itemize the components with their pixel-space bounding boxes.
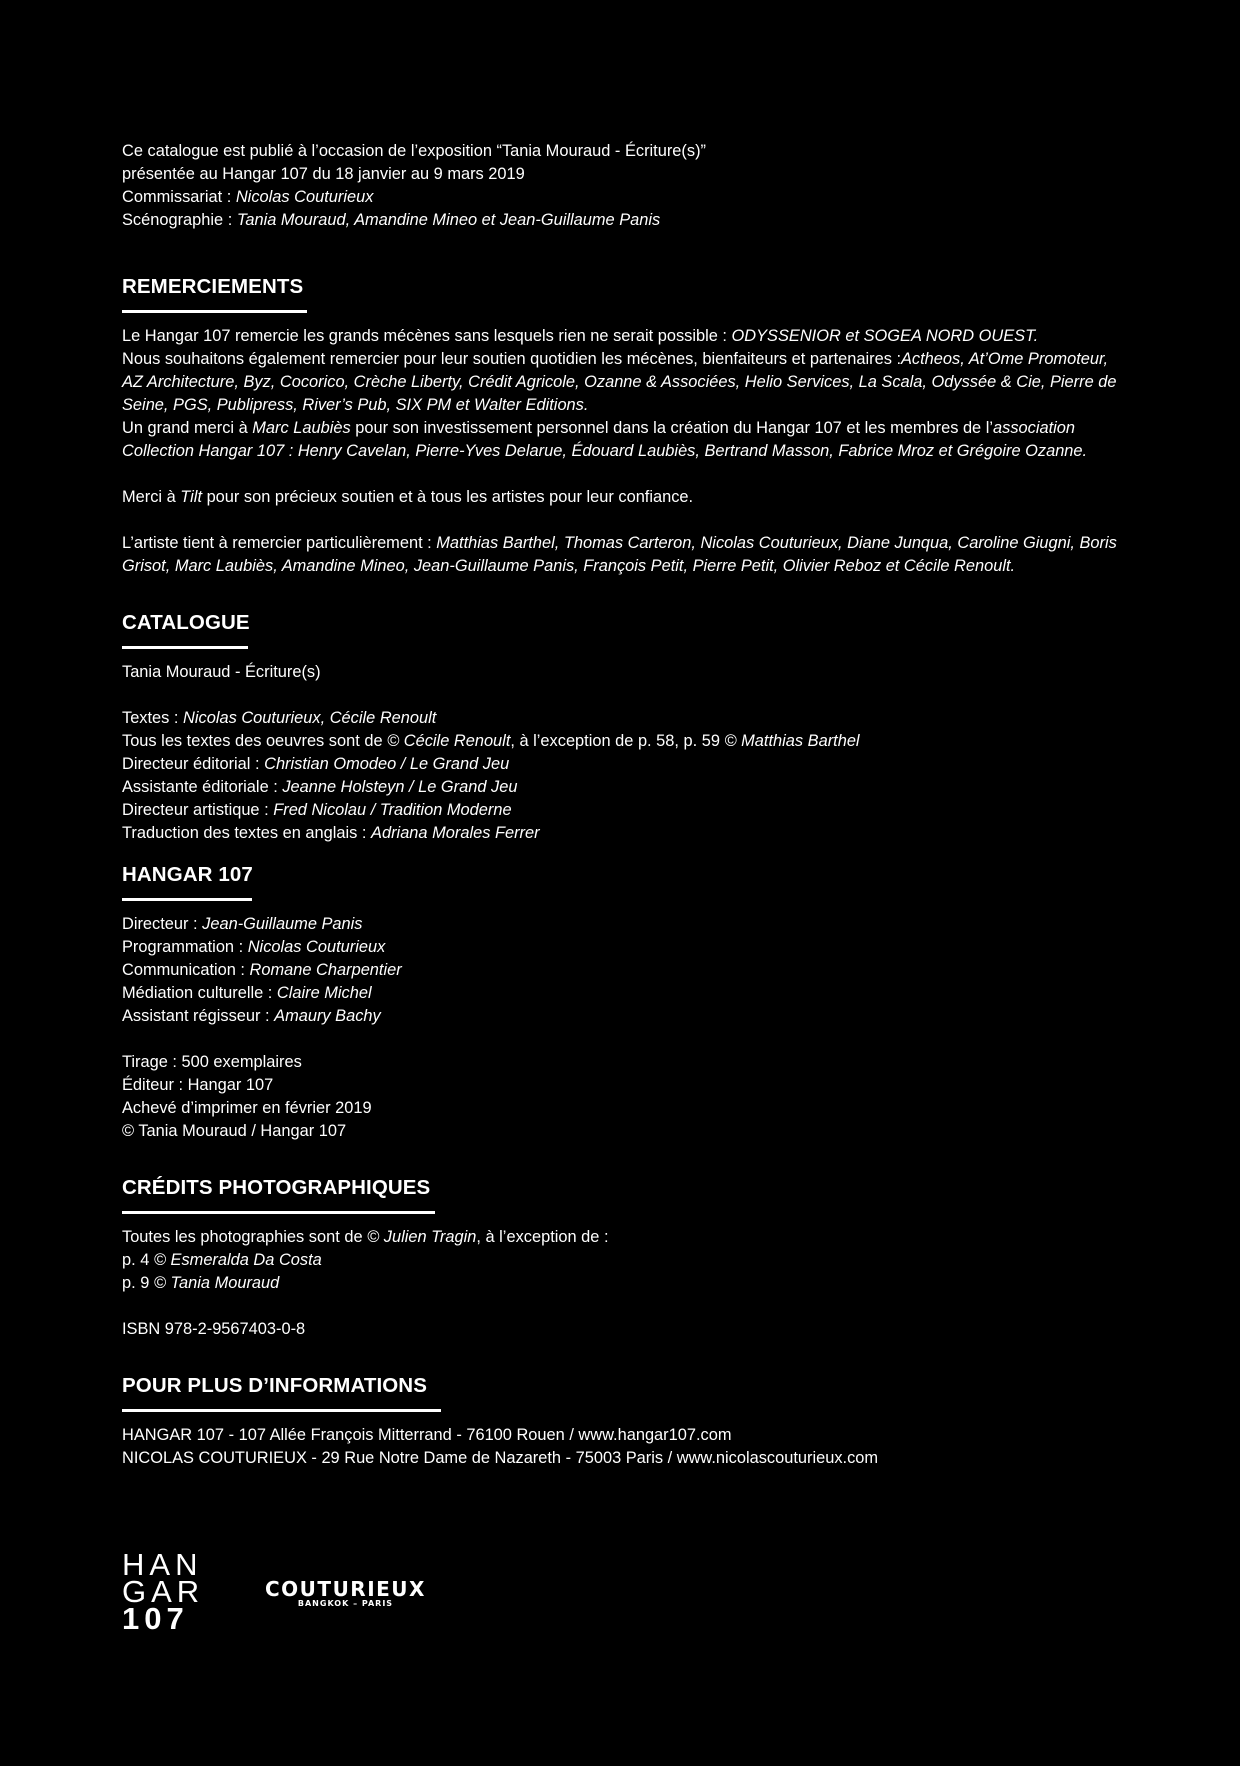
catalogue-texts-names: Nicolas Couturieux, Cécile Renoult (183, 709, 437, 727)
credits-p9-credit: © Tania Mouraud (153, 1274, 280, 1292)
thanks-artist-text: L’artiste tient à remercier particulièrement : (122, 534, 437, 552)
thanks-association: association Collection Hangar 107 : Henry Cavelan, Pierre-Yves Delarue, Édouard Laubiès, Bertrand Masson, Fabrice Mroz et Grégoire Ozanne. (122, 419, 1088, 460)
art-director-name: Fred Nicolau / Tradition Moderne (273, 801, 512, 819)
catalogue-title: CATALOGUE (122, 611, 250, 634)
thanks-founder-name: Marc Laubiès (252, 419, 351, 437)
print-run: Tirage : 500 exemplaires (122, 1053, 302, 1071)
thanks-patrons-text: Le Hangar 107 remercie les grands mécènes sans lesquels rien ne serait possible : (122, 327, 732, 345)
hangar-logo-row-1: HAN (122, 1547, 203, 1582)
info-hangar-address: HANGAR 107 - 107 Allée François Mitterrand - 76100 Rouen / www.hangar107.com (122, 1426, 732, 1444)
hangar-mediation-name: Claire Michel (276, 984, 372, 1002)
catalogue-works-label: Tous les textes des oeuvres sont de (122, 732, 388, 750)
hangar-title: HANGAR 107 (122, 863, 253, 886)
catalogue-works-exception: , à l’exception de p. 58, p. 59 (510, 732, 725, 750)
hangar-mediation-label: Médiation culturelle : (122, 984, 277, 1002)
intro-block (122, 140, 1122, 232)
hangar-logo-row-3: 107 (122, 1601, 189, 1636)
catalogue-underline (122, 646, 248, 649)
credits-p4-label: p. 4 (122, 1251, 154, 1269)
thanks-tilt-text-a: Merci à (122, 488, 181, 506)
editorial-director-name: Christian Omodeo / Le Grand Jeu (264, 755, 510, 773)
curator-name: Nicolas Couturieux (235, 188, 374, 206)
catalogue-texts (122, 707, 1122, 730)
catalogue-art-director (122, 799, 1122, 822)
editorial-assistant-label: Assistante éditoriale : (122, 778, 283, 796)
hangar-mediation (122, 982, 1122, 1005)
hangar-director-label: Directeur : (122, 915, 203, 933)
credits-section (122, 1175, 1122, 1341)
catalogue-name: Tania Mouraud - Écriture(s) (122, 663, 321, 681)
info-title: POUR PLUS D’INFORMATIONS (122, 1374, 427, 1397)
hangar-communication-label: Communication : (122, 961, 250, 979)
translation-label: Traduction des textes en anglais : (122, 824, 372, 842)
printed-date: Achevé d’imprimer en février 2019 (122, 1099, 372, 1117)
couturieux-logo-subtitle: BANGKOK – PARIS (297, 1599, 394, 1608)
hangar-assistant-label: Assistant régisseur : (122, 1007, 275, 1025)
colophon-content (122, 140, 1122, 1470)
hangar-logo-row-2: GAR (122, 1574, 205, 1609)
info-section (122, 1373, 1122, 1470)
hangar-underline (122, 898, 252, 901)
thanks-partners (122, 348, 1122, 417)
thanks-tilt-text-b: pour son précieux soutien et à tous les artistes pour leur confiance. (202, 488, 694, 506)
thanks-partners-names: Actheos, At’Ome Promoteur, AZ Architecture, Byz, Cocorico, Crèche Liberty, Crédit Agricole, Ozanne & Associées, Helio Services, La Scala, Odyssée & Cie, Pierre de Seine, PGS, Publipress, River’s Pub, SIX PM et Walter Editions. (122, 350, 1117, 414)
thanks-artist (122, 532, 1122, 578)
copyright: © Tania Mouraud / Hangar 107 (122, 1122, 347, 1140)
credits-title: CRÉDITS PHOTOGRAPHIQUES (122, 1176, 431, 1199)
credits-p4-credit: © Esmeralda Da Costa (153, 1251, 322, 1269)
hangar-communication-name: Romane Charpentier (249, 961, 402, 979)
publisher: Éditeur : Hangar 107 (122, 1076, 274, 1094)
catalogue-texts-label: Textes : (122, 709, 184, 727)
isbn: ISBN 978-2-9567403-0-8 (122, 1320, 306, 1338)
thanks-patrons (122, 325, 1122, 348)
hangar-director (122, 913, 1122, 936)
hangar-programming (122, 936, 1122, 959)
credits-p9 (122, 1272, 1122, 1295)
catalogue-editorial-director (122, 753, 1122, 776)
catalogue-translation (122, 822, 1122, 845)
thanks-title: REMERCIEMENTS (122, 275, 304, 298)
credits-p4 (122, 1249, 1122, 1272)
curator-line (122, 186, 1122, 209)
catalogue-editorial-assistant (122, 776, 1122, 799)
thanks-founder (122, 417, 1122, 463)
couturieux-logo-name: COUTURIEUX (265, 1577, 426, 1601)
credits-all-text-a: Toutes les photographies sont de (122, 1228, 368, 1246)
thanks-patrons-names: ODYSSENIOR et SOGEA NORD OUEST. (731, 327, 1039, 345)
thanks-founder-text-b: pour son investissement personnel dans la création du Hangar 107 et les membres de l’ (350, 419, 994, 437)
hangar-section (122, 862, 1122, 1143)
editorial-director-label: Directeur éditorial : (122, 755, 265, 773)
hangar-programming-label: Programmation : (122, 938, 248, 956)
art-director-label: Directeur artistique : (122, 801, 274, 819)
info-couturieux-address: NICOLAS COUTURIEUX - 29 Rue Notre Dame de Nazareth - 75003 Paris / www.nicolascouturieux.com (122, 1449, 879, 1467)
credits-all (122, 1226, 1122, 1249)
thanks-tilt-name: Tilt (180, 488, 203, 506)
catalogue-section (122, 610, 1122, 845)
credits-underline (122, 1211, 435, 1214)
intro-line-2: présentée au Hangar 107 du 18 janvier au 9 mars 2019 (122, 165, 525, 183)
catalogue-works (122, 730, 1122, 753)
scenography-label: Scénographie : (122, 211, 237, 229)
hangar-communication (122, 959, 1122, 982)
couturieux-logo (265, 1579, 426, 1609)
scenography-names: Tania Mouraud, Amandine Mineo et Jean-Guillaume Panis (236, 211, 661, 229)
hangar107-logo (122, 1547, 205, 1636)
info-underline (122, 1409, 441, 1412)
hangar-programming-name: Nicolas Couturieux (247, 938, 386, 956)
curator-label: Commissariat : (122, 188, 236, 206)
thanks-underline (122, 310, 307, 313)
thanks-founder-text-a: Un grand merci à (122, 419, 253, 437)
credits-all-text-b: , à l’exception de : (476, 1228, 609, 1246)
hangar-assistant (122, 1005, 1122, 1028)
intro-line-1: Ce catalogue est publié à l’occasion de l’exposition “Tania Mouraud - Écriture(s)” (122, 142, 706, 160)
credits-p9-label: p. 9 (122, 1274, 154, 1292)
thanks-artist-names: Matthias Barthel, Thomas Carteron, Nicolas Couturieux, Diane Junqua, Caroline Giugni, Boris Grisot, Marc Laubiès, Amandine Mineo, Jean-Guillaume Panis, François Petit, Pierre Petit, Olivier Reboz et Cécile Renoult. (122, 534, 1117, 575)
scenography-line (122, 209, 1122, 232)
catalogue-works-exception-credit: © Matthias Barthel (724, 732, 860, 750)
translation-name: Adriana Morales Ferrer (371, 824, 540, 842)
thanks-section (122, 274, 1122, 578)
hangar-director-name: Jean-Guillaume Panis (202, 915, 363, 933)
credits-all-credit: © Julien Tragin (367, 1228, 477, 1246)
catalogue-works-credit: © Cécile Renoult (387, 732, 511, 750)
hangar-assistant-name: Amaury Bachy (274, 1007, 381, 1025)
logos-row (122, 1547, 522, 1637)
thanks-tilt (122, 486, 1122, 509)
editorial-assistant-name: Jeanne Holsteyn / Le Grand Jeu (282, 778, 518, 796)
thanks-partners-text: Nous souhaitons également remercier pour leur soutien quotidien les mécènes, bienfaiteurs et partenaires : (122, 350, 901, 368)
